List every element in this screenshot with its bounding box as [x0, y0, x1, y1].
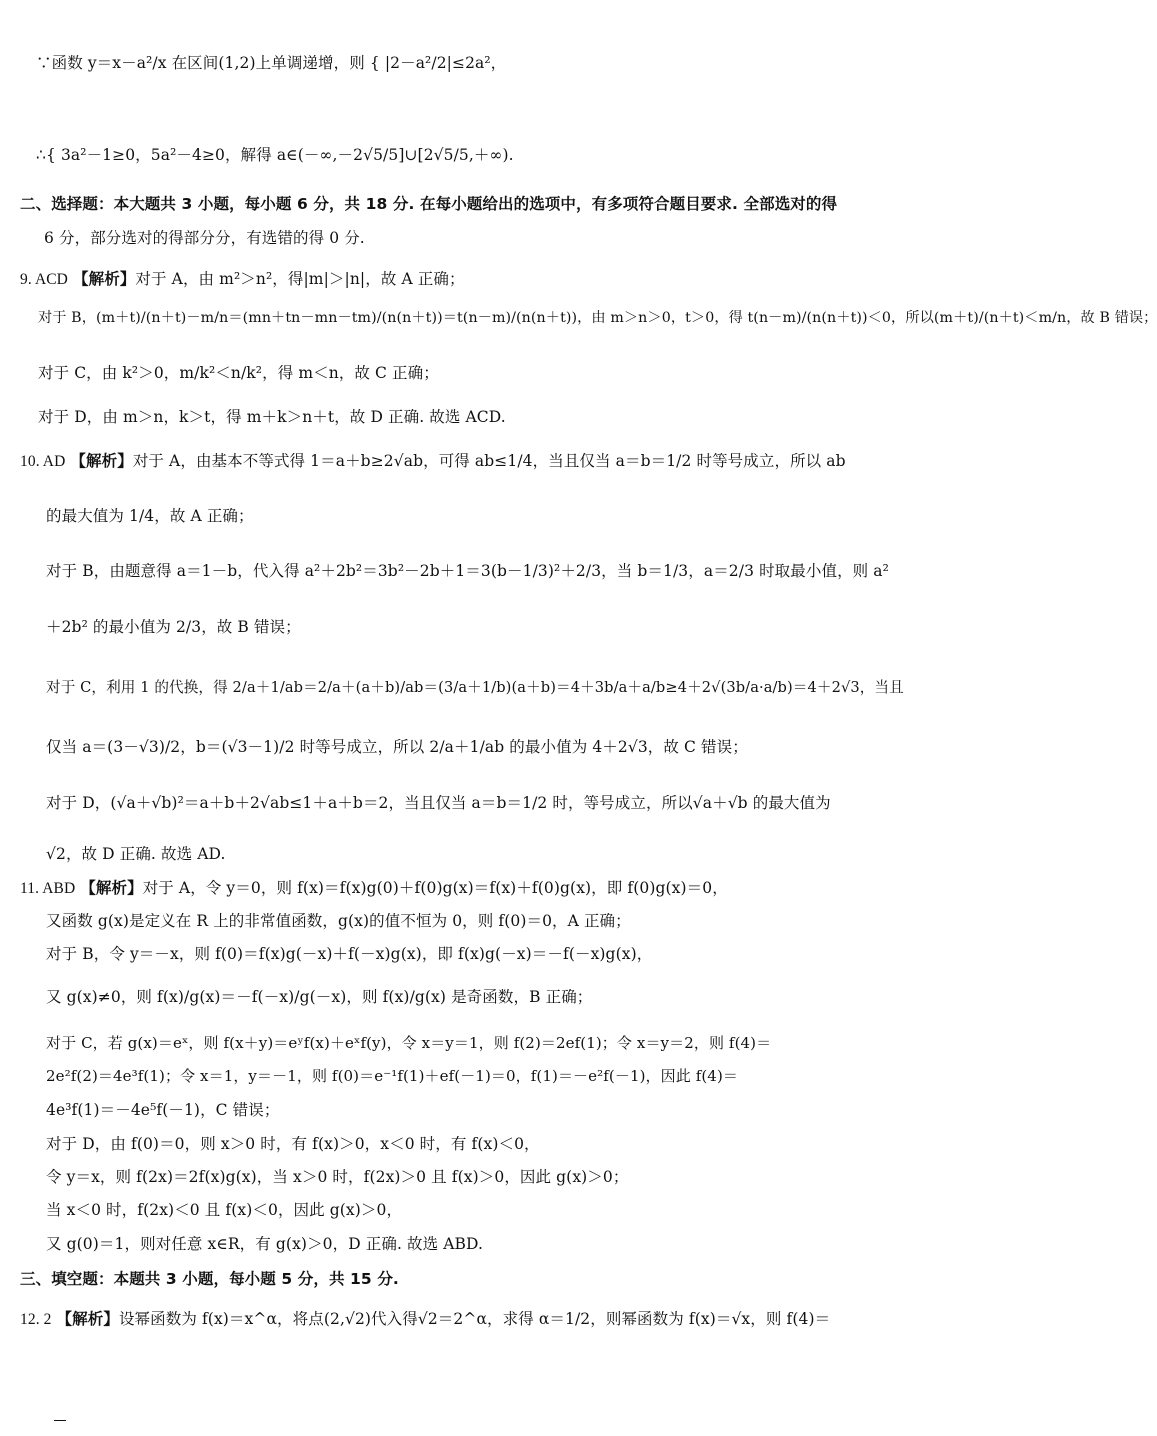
text-line: 对于 C，利用 1 的代换，得 2/a＋1/ab＝2/a＋(a＋b)/ab＝(3/a＋1/b)(a＋b)＝4＋3b/a＋a/b≥4＋2√(3b/a·a/b)＝4＋2√3，当且 — [46, 679, 904, 696]
text-line: 仅当 a＝(3－√3)/2，b＝(√3－1)/2 时等号成立，所以 2/a＋1/ab 的最小值为 4＋2√3，故 C 错误； — [46, 738, 748, 756]
analysis-tag: 【解析】 — [80, 879, 143, 897]
text-line: 又 g(0)＝1，则对任意 x∈R，有 g(x)＞0，D 正确. 故选 ABD. — [46, 1235, 484, 1253]
question-number: 10. AD — [20, 453, 66, 470]
text-line: 的最大值为 1/4，故 A 正确； — [46, 507, 254, 525]
text-line: 4e³f(1)＝－4e⁵f(－1)，C 错误； — [46, 1101, 280, 1119]
section-heading: 二、选择题：本大题共 3 小题，每小题 6 分，共 18 分. 在每小题给出的选项中，有多项符合题目要求. 全部选对的得 — [20, 195, 838, 213]
text-line: 对于 C，若 g(x)＝eˣ，则 f(x＋y)＝eʸf(x)＋eˣf(y)，令 x＝y＝1，则 f(2)＝2ef(1)；令 x＝y＝2，则 f(4)＝ — [46, 1034, 772, 1052]
question-line — [0, 877, 970, 900]
text-line: 对于 B，由题意得 a＝1－b，代入得 a²＋2b²＝3b²－2b＋1＝3(b－1/3)²＋2/3，当 b＝1/3，a＝2/3 时取最小值，则 a² — [46, 562, 889, 580]
text-line: 6 分，部分选对的得部分分，有选错的得 0 分. — [44, 229, 365, 247]
text-line: 对于 D，由 f(0)＝0，则 x＞0 时，有 f(x)＞0，x＜0 时，有 f(x)＜0， — [46, 1135, 540, 1153]
question-number: 9. ACD — [20, 271, 68, 288]
question-line — [0, 450, 970, 473]
text-line: 对于 C，由 k²＞0，m/k²＜n/k²，得 m＜n，故 C 正确； — [38, 364, 439, 382]
question-number: 12. 2 — [20, 1311, 52, 1328]
text-line: ＋2b² 的最小值为 2/3，故 B 错误； — [46, 618, 301, 636]
analysis-text: 设幂函数为 f(x)＝x^α，将点(2,√2)代入得√2＝2^α，求得 α＝1/2，则幂函数为 f(x)＝√x，则 f(4)＝ — [118, 1310, 831, 1328]
section-heading: 三、填空题：本题共 3 小题，每小题 5 分，共 15 分. — [20, 1270, 399, 1288]
text-line: 对于 D，(√a＋√b)²＝a＋b＋2√ab≤1＋a＋b＝2，当且仅当 a＝b＝1/2 时，等号成立，所以√a＋√b 的最大值为 — [46, 794, 831, 812]
text-line: ∵函数 y＝x－a²/x 在区间(1,2)上单调递增，则 { |2－a²/2|≤2a²， — [36, 54, 507, 72]
text-line: 又函数 g(x)是定义在 R 上的非常值函数，g(x)的值不恒为 0，则 f(0)＝0，A 正确； — [46, 912, 631, 930]
text-line: √2，故 D 正确. 故选 AD. — [46, 845, 226, 863]
text-line: 对于 D，由 m＞n，k＞t，得 m＋k＞n＋t，故 D 正确. 故选 ACD. — [38, 408, 506, 426]
analysis-tag: 【解析】 — [70, 452, 133, 470]
text-line: 对于 B，(m＋t)/(n＋t)－m/n＝(mn＋tn－mn－tm)/(n(n＋t))＝t(n－m)/(n(n＋t))，由 m＞n＞0，t＞0，得 t(n－m)/(n(n＋t))＜0，所以(m＋t)/(n＋t)＜m/n，故 B 错误； — [38, 310, 1157, 326]
analysis-text: 对于 A，由 m²＞n²，得|m|＞|n|，故 A 正确； — [135, 270, 465, 288]
question-line — [0, 1308, 970, 1331]
analysis-tag: 【解析】 — [56, 1310, 119, 1328]
question-number: 11. ABD — [20, 880, 76, 897]
analysis-tag: 【解析】 — [73, 270, 136, 288]
text-line: 当 x＜0 时，f(2x)＜0 且 f(x)＜0，因此 g(x)＞0， — [46, 1201, 403, 1219]
question-line — [0, 268, 970, 291]
text-line: 又 g(x)≠0，则 f(x)/g(x)＝－f(－x)/g(－x)，则 f(x)/g(x) 是奇函数，B 正确； — [46, 988, 593, 1006]
analysis-text: 对于 A，由基本不等式得 1＝a＋b≥2√ab，可得 ab≤1/4，当且仅当 a＝b＝1/2 时等号成立，所以 ab — [132, 452, 846, 470]
text-line: ∴{ 3a²－1≥0，5a²－4≥0，解得 a∈(－∞,－2√5/5]∪[2√5/5,＋∞). — [36, 146, 514, 164]
cut-off-mark — [54, 1420, 66, 1421]
text-line: 令 y＝x，则 f(2x)＝2f(x)g(x)，当 x＞0 时，f(2x)＞0 且 f(x)＞0，因此 g(x)＞0； — [46, 1168, 629, 1186]
text-line: 2e²f(2)＝4e³f(1)；令 x＝1，y＝－1，则 f(0)＝e⁻¹f(1)＋ef(－1)＝0，f(1)＝－e²f(－1)，因此 f(4)＝ — [46, 1067, 739, 1085]
analysis-text: 对于 A，令 y＝0，则 f(x)＝f(x)g(0)＋f(0)g(x)＝f(x)＋f(0)g(x)，即 f(0)g(x)＝0， — [142, 879, 728, 897]
text-line: 对于 B，令 y＝－x，则 f(0)＝f(x)g(－x)＋f(－x)g(x)，即 f(x)g(－x)＝－f(－x)g(x)， — [46, 945, 653, 963]
